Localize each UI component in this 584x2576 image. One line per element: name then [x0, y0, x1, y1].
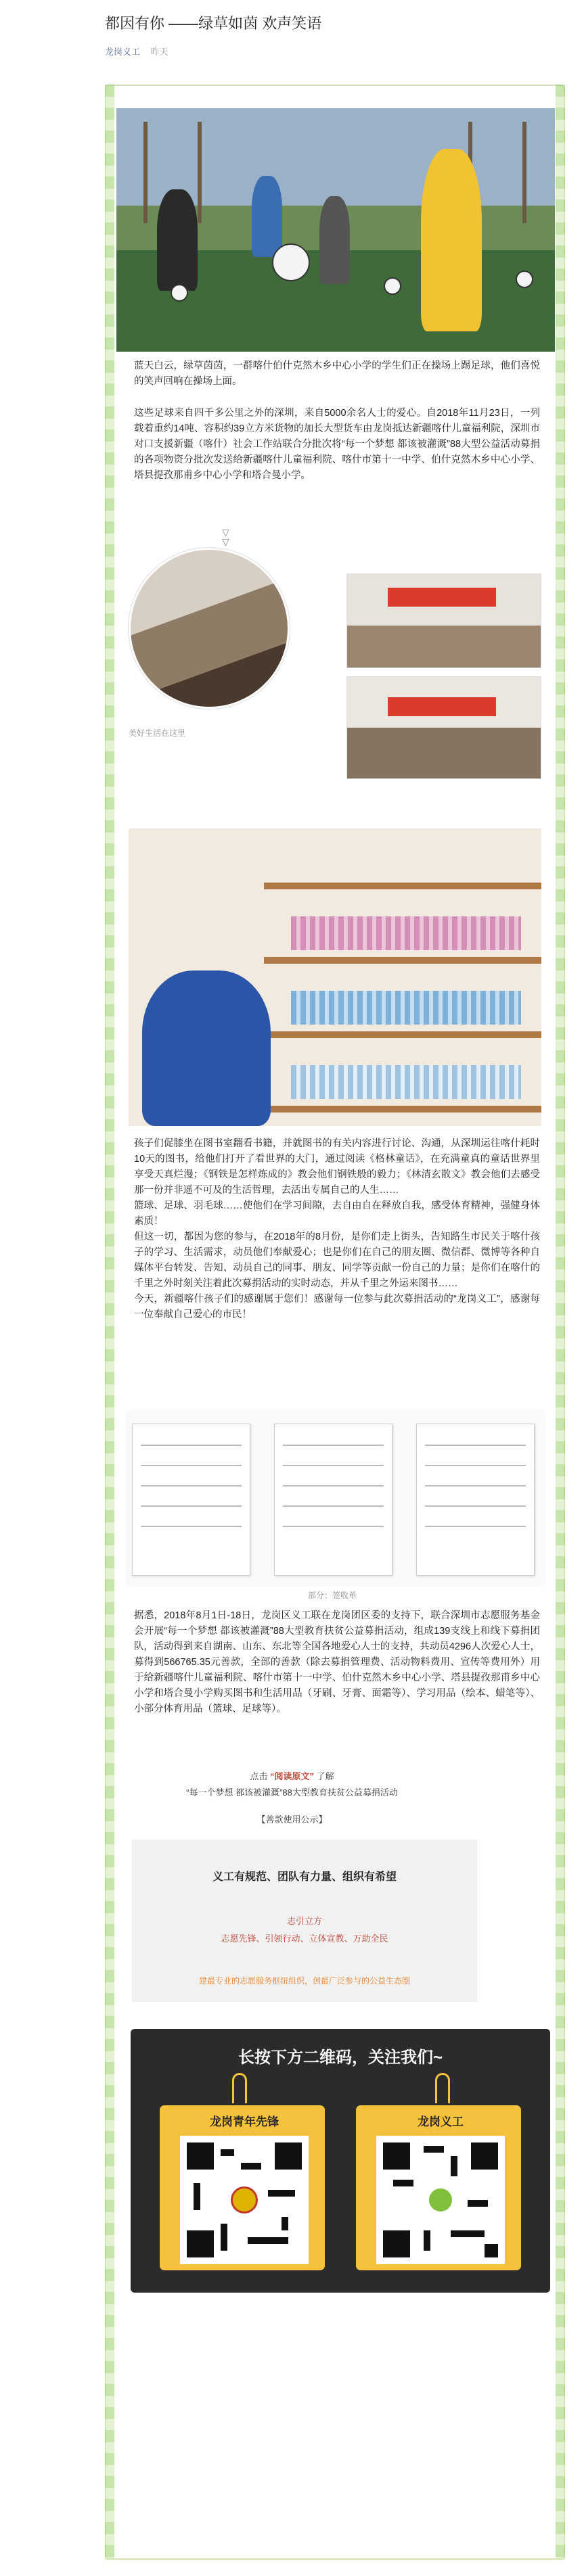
photo-donation-event-1: [346, 573, 541, 668]
vine-border-right: [556, 85, 565, 2560]
receipt-doc: [132, 1424, 250, 1576]
slogan-line-2: 志引立方: [286, 1916, 322, 1926]
paragraph-group-2: [134, 1136, 540, 1323]
books-row: [291, 1065, 521, 1099]
slogan-line-4: 建最专业的志愿服务枢纽组织，创最广泛参与的公益生态圈: [198, 1976, 410, 1986]
paragraph-body3: 篮球、足球、羽毛球……使他们在学习间隙，去自由自在释放自我，感受体育精神，强健身体素质！: [134, 1200, 540, 1227]
books-row: [291, 991, 521, 1025]
child-figure: [252, 176, 282, 257]
hook-icon: [232, 2073, 247, 2107]
publish-time: 昨天: [150, 47, 169, 57]
docs-caption: 部分：签收单: [308, 1591, 357, 1600]
readmore-suffix: 了解: [316, 1771, 334, 1781]
slogan-box: [132, 1840, 477, 2002]
child-figure-main: [421, 149, 482, 331]
receipt-doc: [274, 1424, 392, 1576]
project-name: “每一个梦想 都该被灌溉”88大型教育扶贫公益募捐活动: [186, 1787, 398, 1798]
photo-caption: 美好生活在这里: [129, 728, 186, 738]
shelf-shape: [264, 1031, 541, 1038]
shelf-shape: [264, 957, 541, 964]
paragraph-intro: 蓝天白云，绿草茵茵，一群喀什伯什克然木乡中心小学的学生们正在操场上踢足球，他们喜悦的笑声回响在操场上面。: [134, 360, 540, 387]
child-figure: [319, 196, 350, 284]
tree-shape: [522, 122, 526, 223]
readmore-line: [0, 1769, 584, 1782]
circle-photo-reading: [129, 548, 290, 709]
child-reading-figure: [142, 970, 271, 1126]
readmore-prefix: 点击: [250, 1771, 268, 1781]
qr-follow-panel: [131, 2029, 550, 2293]
paragraph-body1: 这些足球来自四千多公里之外的深圳，来自5000余名人士的爱心。自2018年11月23日，一列载着重约14吨、容积约39立方米货物的加长大型货车由龙岗抵达新疆喀什儿童福利院，深圳市对口支援新疆（喀什）社会工作站联合分批次将“每一个梦想 都该被灌溉”88大型公益活动募捐的各项物资分批次发送给新疆喀什儿童福利院、喀什市第十一中学、伯什克然木乡中心小学、塔县提孜那甫乡中心小学和塔合曼小学。: [134, 408, 540, 481]
qr-card-right: [354, 2103, 523, 2272]
library-photo: [129, 828, 541, 1126]
publicity-title: 【善款使用公示】: [256, 1814, 328, 1825]
qr-card-left: [158, 2103, 327, 2272]
slogan-line-3: 志愿先锋、引领行动、立体宣教、万助全民: [221, 1934, 388, 1944]
vine-border-left: [105, 85, 114, 2560]
child-figure: [157, 189, 198, 291]
hook-icon: [435, 2073, 450, 2107]
paragraph-body6: 据悉，2018年8月1日-18日，龙岗区义工联在龙岗团区委的支持下，联合深圳市志愿服务基金会开展“每一个梦想 都该被灌溉”88大型教育扶贫公益募捐活动，组成139支线上和线下募捐团队，活动得到来自湖南、山东、东北等全国各地爱心人士的支持，共动员4296人次爱心人士，募得到566765.35元善款，全部的善款（除去募捐管理费、活动物料费用、宣传等费用外）用于给新疆喀什儿童福利院、喀什市第十一中学、伯什克然木乡中心小学、塔县提孜那甫乡中心小学和塔合曼小学购买图书和生活用品（牙刷、牙膏、面霜等）、学习用品（绘本、蜡笔等）、小部分体育用品（篮球、足球等）。: [134, 1610, 540, 1714]
qr-label-left: 龙岗青年先锋: [210, 2115, 279, 2128]
soccer-ball: [384, 277, 401, 295]
paragraph-body5: 今天，新疆喀什孩子们的感谢属于您们！感谢每一位参与此次募捐活动的“龙岗义工”，感谢每一位奉献自己爱心的市民！: [134, 1294, 540, 1320]
paragraph-body4: 但这一切，都因为您的参与，在2018年的8月份，是你们走上街头，告知路生市民关于喀什孩子的学习、生活需求，动员他们奉献爱心；也是你们在自己的朋友圈、微信群、微博等各种自媒体平台转发、告知、动员自己的同事、朋友、同学等贡献一份自己的力量；是你们在喀什的千里之外时刻关注着此次募捐活动的实时动态，并从千里之外运来图书……: [134, 1232, 540, 1289]
books-row: [291, 916, 521, 950]
volunteer-logo-icon: [427, 2186, 454, 2214]
soccer-ball: [171, 284, 188, 302]
qr-label-right: 龙岗义工: [418, 2115, 464, 2128]
paragraph-body2: 孩子们促膝坐在图书室翻看书籍，并就图书的有关内容进行讨论、沟通，从深圳运往喀什耗时10天的图书，给他们打开了看世界的大门，通过阅读《格林童话》，在充满童真的童话世界里享受天真烂漫；《钢铁是怎样炼成的》教会他们钢铁般的毅力；《林清玄散文》教会他们去感受那一份并非遥不可及的生活哲理，去活出专属自己的人生……: [134, 1138, 540, 1196]
shelf-shape: [264, 883, 541, 889]
shelf-shape: [264, 1106, 541, 1113]
banner-shape: [388, 588, 496, 607]
photo-donation-event-2: [346, 676, 541, 779]
banner-shape: [388, 697, 496, 716]
hero-photo-soccer: [116, 108, 555, 352]
receipt-documents: [125, 1410, 545, 1586]
readmore-link[interactable]: “阅读原文”: [269, 1771, 314, 1781]
article-title: 都因有你 ——绿草如茵 欢声笑语: [105, 15, 322, 32]
slogan-line-1: 义工有规范、团队有力量、组织有希望: [212, 1871, 397, 1883]
youth-logo-icon: [231, 2186, 258, 2214]
article-header: [105, 14, 484, 57]
receipt-doc: [416, 1424, 535, 1576]
article-meta: [105, 45, 484, 57]
qr-code-icon[interactable]: [180, 2136, 309, 2264]
qr-code-icon[interactable]: [376, 2136, 505, 2264]
author-link[interactable]: 龙岗义工: [105, 47, 141, 57]
tree-shape: [143, 122, 148, 223]
soccer-ball: [272, 243, 310, 281]
qr-title: 长按下方二维码，关注我们~: [238, 2048, 443, 2067]
soccer-ball: [516, 271, 533, 288]
chevron-down-icon: ▽ ▽: [222, 527, 229, 547]
tree-shape: [198, 122, 202, 223]
